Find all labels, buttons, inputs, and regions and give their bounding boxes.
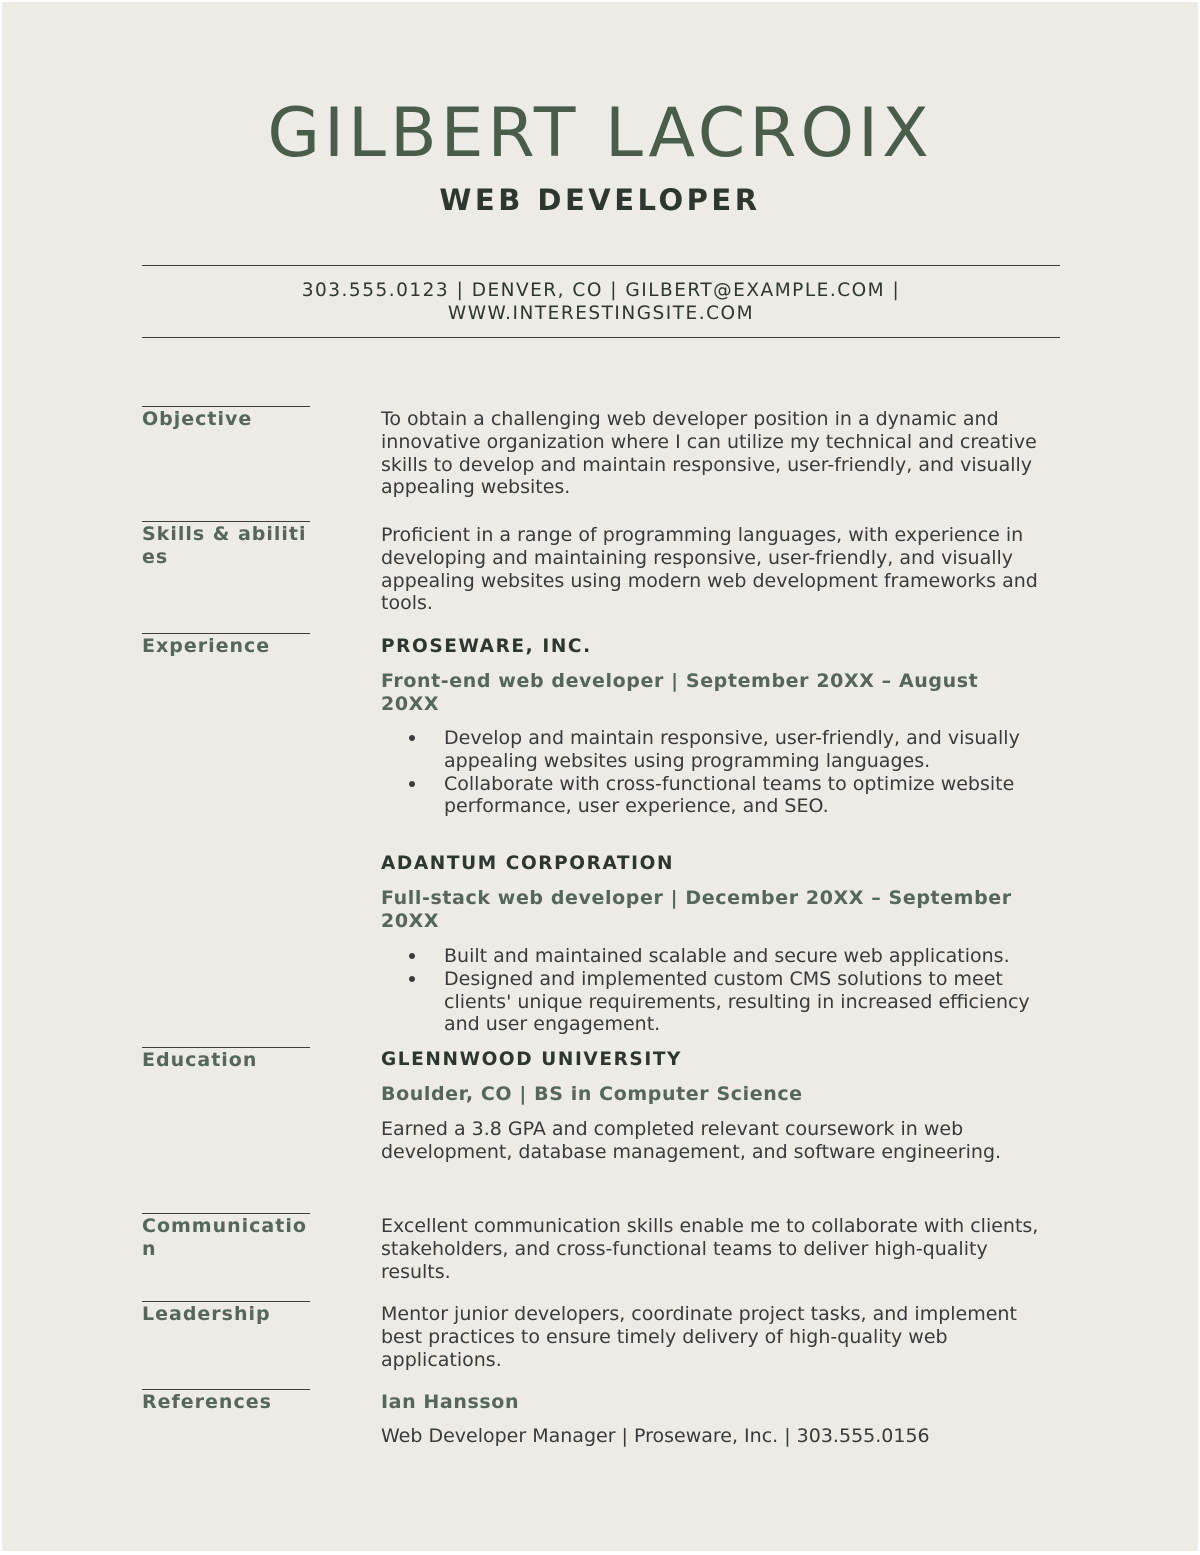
list-item: Designed and implemented custom CMS solutions to meet clients' unique requirements, resulting in increased efficiency and user engagement.	[444, 968, 1071, 1036]
job-bullets-adantum	[381, 945, 1071, 1036]
education-school	[381, 1049, 1071, 1072]
candidate-title: WEB DEVELOPER	[439, 183, 761, 217]
education-degree: Boulder, CO | BS in Computer Science	[381, 1083, 803, 1105]
list-item: Built and maintained scalable and secure web applications.	[444, 945, 1071, 968]
contact-line-1: 303.555.0123 | DENVER, CO | GILBERT@EXAMPLE.COM |	[301, 280, 901, 301]
education-text: Earned a 3.8 GPA and completed relevant coursework in web development, database management, and software engineering.	[381, 1118, 1002, 1163]
job-role-proseware: Front-end web developer | September 20XX – August 20XX	[381, 670, 979, 715]
job-role-adantum: Full-stack web developer | December 20XX – September 20XX	[381, 887, 1012, 932]
list-item: Develop and maintain responsive, user-friendly, and visually appealing websites using programming languages.	[444, 727, 1071, 773]
objective-text: To obtain a challenging web developer position in a dynamic and innovative organization where I can utilize my technical and creative skills to develop and maintain responsive, user-friendly, and visually appealing websites.	[381, 408, 1037, 499]
section-label-leadership: Leadership	[142, 1301, 310, 1326]
candidate-name: GILBERT LACROIX	[267, 94, 933, 173]
communication-text: Excellent communication skills enable me to collaborate with clients, stakeholders, and cross-functional teams to deliver high-quality results.	[381, 1215, 1039, 1283]
company-name-proseware: PROSEWARE, INC.	[381, 636, 592, 657]
list-item: Collaborate with cross-functional teams to optimize website performance, user experience, and SEO.	[444, 773, 1071, 819]
company-name	[381, 853, 1071, 876]
reference-name: Ian Hansson	[381, 1391, 520, 1413]
contact-info	[142, 279, 1060, 325]
skills-text: Proficient in a range of programming languages, with experience in developing and maintaining responsive, user-friendly, and visually appealing websites using modern web development frameworks and tools.	[381, 524, 1038, 615]
leadership-text: Mentor junior developers, coordinate project tasks, and implement best practices to ensure timely delivery of high-quality web applications.	[381, 1303, 1017, 1371]
section-label-communication: Communication	[142, 1213, 310, 1260]
company-name-adantum: ADANTUM CORPORATION	[381, 853, 675, 874]
school-name: GLENNWOOD UNIVERSITY	[381, 1049, 683, 1070]
contact-top-divider	[142, 265, 1060, 266]
bullet-list	[381, 945, 1071, 1036]
contact-line-2: WWW.INTERESTINGSITE.COM	[447, 303, 755, 324]
bullet-list	[381, 727, 1071, 818]
section-label-experience: Experience	[142, 633, 310, 658]
section-label-skills: Skills & abilities	[142, 521, 310, 568]
resume-page	[2, 2, 1198, 1551]
section-label-education: Education	[142, 1047, 310, 1072]
section-label-references: References	[142, 1389, 310, 1414]
reference-details: Web Developer Manager | Proseware, Inc. | 303.555.0156	[381, 1425, 930, 1447]
section-label-objective: Objective	[142, 406, 310, 431]
job-bullets-proseware	[381, 727, 1071, 818]
contact-bottom-divider	[142, 337, 1060, 338]
company-name	[381, 636, 1071, 659]
